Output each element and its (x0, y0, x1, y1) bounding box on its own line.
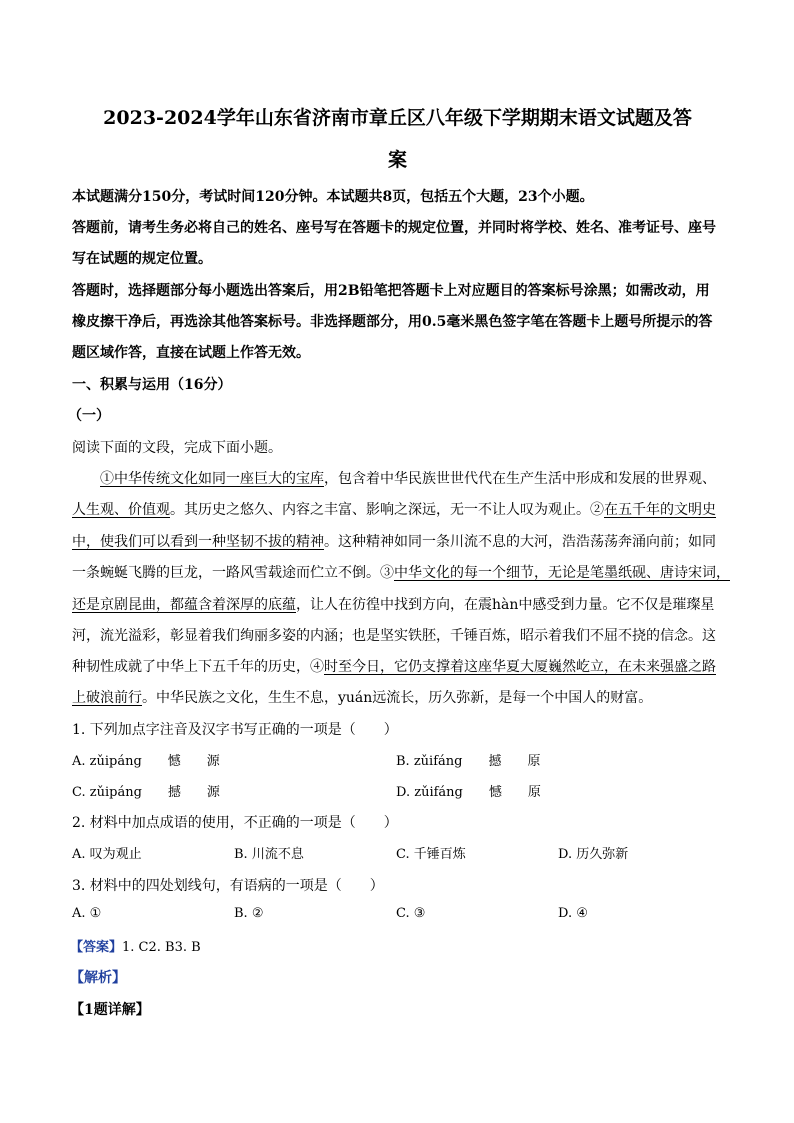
q1-option-b: B. zǔifáng 撼 原 (396, 754, 541, 769)
passage-text: 。这种精神如同一条川流不息的大河，浩浩荡荡奔涌向前；如同 (324, 534, 716, 550)
passage-line (72, 499, 716, 519)
underlined-sentence-4-end: 上破浪前行 (72, 690, 142, 706)
q1-option-c: C. zǔipáng 撼 源 (72, 785, 220, 800)
underlined-sentence-2: 在五千年的文明史 (604, 502, 716, 518)
passage-text: 。其历史之悠久、内容之丰富、影响之深远，无一不让人叹为观止。② (170, 502, 604, 518)
passage-line (72, 531, 716, 551)
passage-line (72, 562, 730, 582)
passage-text: 一条蜿蜒飞腾的巨龙，一路风雪载途而伫立不倒。③ (72, 565, 394, 581)
q1-option-d: D. zǔifáng 憾 原 (396, 785, 541, 800)
title-line-1: 2023-2024学年山东省济南市章丘区八年级下学期期末语文试题及答 (103, 107, 692, 129)
q2-option-a: A. 叹为观止 (72, 847, 142, 862)
passage-line (100, 468, 716, 488)
question-2-stem: 2. 材料中加点成语的使用，不正确的一项是（ ） (72, 815, 398, 831)
instruction-line: 本试题满分150分，考试时间120分钟。本试题共8页，包括五个大题，23个小题。 (72, 189, 594, 205)
instruction-line: 答题前，请考生务必将自己的姓名、座号写在答题卡的规定位置，并同时将学校、姓名、准考证号、座号 (72, 220, 716, 236)
passage-line (72, 594, 714, 614)
passage-text: ，包含着中华民族世世代代在生产生活中形成和发展的世界观、 (324, 471, 716, 487)
q3-option-a: A. ① (72, 906, 102, 921)
instruction-line: 题区域作答，直接在试题上作答无效。 (72, 345, 310, 361)
q2-option-d: D. 历久弥新 (558, 847, 629, 862)
document-title (70, 97, 725, 181)
q3-option-c: C. ③ (396, 906, 426, 921)
q3-option-b: B. ② (234, 906, 264, 921)
passage-text: 种韧性成就了中华上下五千年的历史，④ (72, 659, 324, 675)
instruction-line: 写在试题的规定位置。 (72, 251, 212, 267)
underlined-sentence-3: 中华文化的每一个细节，无论是笔墨纸砚、唐诗宋词， (394, 565, 730, 581)
passage-text: ，让人在彷徨中找到方向，在震hàn中感受到力量。它不仅是璀璨星 (296, 597, 715, 613)
analysis-label: 【解析】 (70, 970, 126, 986)
passage-text: 。中华民族之文化，生生不息，yuán远流长，历久弥新，是每一个中国人的财富。 (142, 690, 653, 706)
underlined-sentence-4: 时至今日，它仍支撑着这座华夏大厦巍然屹立，在未来强盛之路 (324, 659, 716, 675)
instruction-line: 答题时，选择题部分每小题选出答案后，用2B铅笔把答题卡上对应题目的答案标号涂黑；如需改动，用 (72, 283, 710, 299)
question-3-stem: 3. 材料中的四处划线句，有语病的一项是（ ） (72, 878, 384, 894)
question-1-stem: 1. 下列加点字注音及汉字书写正确的一项是（ ） (72, 722, 398, 738)
answer-value: 1. C2. B3. B (122, 940, 201, 955)
title-line-2: 案 (387, 149, 407, 171)
passage-line (72, 656, 716, 676)
q2-option-b: B. 川流不息 (234, 847, 304, 862)
instruction-line: 橡皮擦干净后，再选涂其他答案标号。非选择题部分，用0.5毫米黑色签字笔在答题卡上题号所提示的答 (72, 314, 713, 330)
underlined-sentence-1: ①中华传统文化如同一座巨大的宝库 (100, 471, 324, 487)
detail-label: 【1题详解】 (70, 1002, 150, 1018)
passage-line (72, 687, 652, 707)
subsection-heading: （一） (68, 408, 110, 424)
underlined-sentence-2-end: 中，使我们可以看到一种坚韧不拔的精神 (72, 534, 324, 550)
reading-prompt: 阅读下面的文段，完成下面小题。 (72, 440, 282, 456)
q2-option-c: C. 千锤百炼 (396, 847, 466, 862)
section-heading: 一、积累与运用（16分） (72, 377, 232, 393)
underlined-sentence-1-end: 人生观、价值观 (72, 502, 170, 518)
underlined-sentence-3-end: 还是京剧昆曲，都蕴含着深厚的底蕴 (72, 597, 296, 613)
passage-line: 河，流光溢彩，彰显着我们绚丽多姿的内涵；也是坚实铁胚，千锤百炼，昭示着我们不屈不挠的信念。这 (72, 628, 716, 644)
q1-option-a: A. zǔipáng 憾 源 (72, 754, 220, 769)
q3-option-d: D. ④ (558, 906, 588, 921)
answer-label: 【答案】 (70, 940, 123, 955)
answer-line (70, 936, 201, 955)
